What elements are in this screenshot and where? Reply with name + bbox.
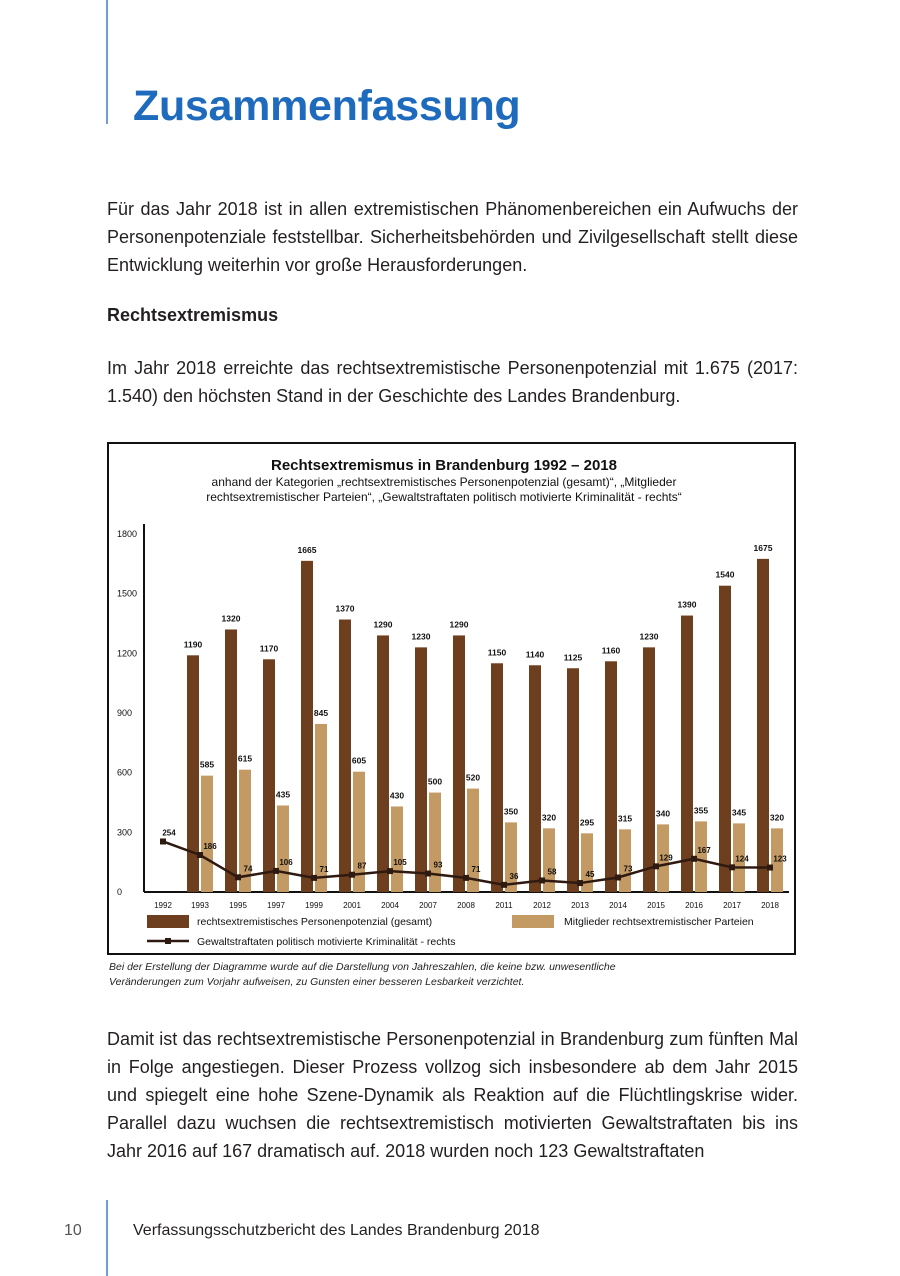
bar-total bbox=[757, 559, 769, 892]
bar-members-label: 350 bbox=[503, 806, 519, 817]
bar-members bbox=[277, 805, 289, 892]
bar-total-label: 1230 bbox=[411, 631, 431, 642]
bar-total bbox=[453, 635, 465, 892]
x-tick-label: 2013 bbox=[571, 901, 589, 910]
bar-total-label: 1290 bbox=[373, 619, 393, 630]
line-point bbox=[577, 880, 583, 886]
line-point bbox=[729, 864, 735, 870]
x-tick-label: 2012 bbox=[533, 901, 551, 910]
line-point-label: 45 bbox=[585, 870, 595, 880]
bar-total-label: 1140 bbox=[525, 649, 545, 660]
x-tick-label: 1999 bbox=[305, 901, 323, 910]
line-point bbox=[311, 875, 317, 881]
bar-total bbox=[263, 659, 275, 892]
intro-paragraph: Für das Jahr 2018 ist in allen extremistischen Phänomenbereichen ein Aufwuchs der Personenpotenziale feststellbar. Sicherheitsbehörden und Zivilgesellschaft stellt diese Entwicklung weiterhin vor große Herausforderungen. bbox=[107, 199, 798, 275]
legend-label-members: Mitglieder rechtsextremistischer Parteien bbox=[564, 916, 754, 928]
bar-total-label: 1290 bbox=[449, 619, 469, 630]
y-tick-label: 1200 bbox=[117, 648, 138, 659]
chart-footnote-line-2: Veränderungen zum Vorjahr aufweisen, zu Gunsten einer besseren Lesbarkeit verzichtet. bbox=[109, 976, 525, 988]
legend-swatch-members bbox=[512, 915, 554, 928]
line-point bbox=[615, 874, 621, 880]
line-point bbox=[425, 871, 431, 877]
bar-members-label: 615 bbox=[237, 753, 253, 764]
bar-total bbox=[301, 561, 313, 892]
bar-members-label: 355 bbox=[693, 805, 709, 816]
x-tick-label: 2007 bbox=[419, 901, 437, 910]
bar-total-label: 1320 bbox=[221, 613, 241, 624]
y-tick-label: 600 bbox=[117, 767, 133, 778]
bar-members-label: 435 bbox=[275, 789, 291, 800]
line-point-label: 58 bbox=[547, 867, 557, 877]
page-accent-line-bottom bbox=[106, 1200, 108, 1276]
line-point bbox=[501, 882, 507, 888]
bar-members bbox=[201, 776, 213, 892]
closing-paragraph: Damit ist das rechtsextremistische Personenpotenzial in Brandenburg zum fünften Mal in Folge angestiegen. Dieser Prozess vollzog sich insbesondere ab dem Jahr 2015 und spiegelt eine hohe Szene-Dynamik als Reaktion auf die Flüchtlingskrise wider. Parallel dazu wuchsen die rechtsextremistisch motivierten Gewaltstraftaten bis ins Jahr 2016 auf 167 dramatisch auf. 2018 wurden noch 123 Gewaltstraftaten bbox=[107, 1029, 798, 1161]
y-tick-label: 1800 bbox=[117, 529, 138, 539]
x-tick-label: 2017 bbox=[723, 901, 741, 910]
page-number: 10 bbox=[64, 1222, 82, 1239]
bar-total bbox=[339, 620, 351, 892]
line-point-label: 129 bbox=[659, 853, 673, 863]
x-tick-label: 1992 bbox=[154, 901, 172, 910]
line-point-label: 36 bbox=[509, 871, 519, 881]
x-tick-label: 2015 bbox=[647, 901, 665, 910]
chart-footnote bbox=[109, 960, 749, 990]
line-point bbox=[197, 852, 203, 858]
chart-title: Rechtsextremismus in Brandenburg 1992 – 2018 bbox=[271, 457, 617, 474]
legend-line-marker bbox=[165, 938, 171, 944]
bar-total-label: 1125 bbox=[563, 652, 583, 663]
y-tick-label: 1500 bbox=[117, 588, 138, 599]
x-tick-label: 2014 bbox=[609, 901, 627, 910]
bar-total-label: 1170 bbox=[259, 643, 279, 654]
bar-total bbox=[719, 586, 731, 892]
x-tick-label: 2011 bbox=[495, 901, 513, 910]
bar-members-label: 500 bbox=[427, 776, 443, 787]
bar-members-label: 845 bbox=[313, 707, 329, 718]
line-point bbox=[653, 863, 659, 869]
line-point bbox=[767, 865, 773, 871]
legend-label-total: rechtsextremistisches Personenpotenzial (gesamt) bbox=[197, 916, 433, 928]
chart-frame bbox=[107, 442, 796, 955]
bar-members bbox=[619, 829, 631, 892]
x-tick-label: 2016 bbox=[685, 901, 703, 910]
x-tick-label: 2004 bbox=[381, 901, 399, 910]
bar-total bbox=[415, 647, 427, 892]
bar-total bbox=[225, 629, 237, 892]
line-point-label: 124 bbox=[735, 854, 749, 864]
line-point-label: 73 bbox=[623, 864, 633, 874]
y-tick-label: 0 bbox=[117, 887, 123, 897]
bar-total bbox=[529, 665, 541, 892]
bar-total bbox=[491, 663, 503, 892]
bar-total-label: 1665 bbox=[297, 544, 317, 555]
page-title: Zusammenfassung bbox=[133, 82, 521, 130]
bar-total bbox=[567, 668, 579, 892]
line-point-label: 71 bbox=[319, 864, 329, 874]
chart-subtitle-line-1: anhand der Kategorien „rechtsextremistisches Personenpotenzial (gesamt)“, „Mitglieder bbox=[211, 475, 677, 489]
line-point-label: 74 bbox=[243, 864, 253, 874]
line-point-label: 71 bbox=[471, 864, 481, 874]
x-tick-label: 2018 bbox=[761, 901, 779, 910]
bar-members-label: 430 bbox=[389, 790, 405, 801]
line-point bbox=[463, 875, 469, 881]
bar-total bbox=[681, 616, 693, 892]
line-point bbox=[387, 868, 393, 874]
bar-total-label: 1230 bbox=[639, 631, 659, 642]
legend-swatch-total bbox=[147, 915, 189, 928]
bar-members-label: 295 bbox=[579, 817, 595, 828]
bar-members-label: 605 bbox=[351, 755, 367, 766]
line-point bbox=[539, 877, 545, 883]
line-point-label: 106 bbox=[279, 857, 293, 867]
chart-subtitle-line-2: rechtsextremistischer Parteien“, „Gewaltstraftaten politisch motivierte Kriminalität - rechts“ bbox=[206, 490, 682, 504]
y-tick-label: 300 bbox=[117, 827, 133, 838]
bar-members-label: 340 bbox=[655, 808, 671, 819]
bar-members-label: 320 bbox=[769, 812, 785, 823]
bar-members-label: 520 bbox=[465, 772, 481, 783]
bar-members-label: 345 bbox=[731, 807, 747, 818]
x-tick-label: 1995 bbox=[229, 901, 247, 910]
x-tick-label: 1997 bbox=[267, 901, 285, 910]
line-point bbox=[349, 872, 355, 878]
chart bbox=[109, 444, 794, 953]
x-tick-label: 2008 bbox=[457, 901, 475, 910]
bar-total-label: 1390 bbox=[677, 599, 697, 610]
bar-total-label: 1675 bbox=[753, 542, 773, 553]
bar-members-label: 320 bbox=[541, 812, 557, 823]
bar-total bbox=[605, 661, 617, 892]
line-point bbox=[273, 868, 279, 874]
line-point bbox=[235, 874, 241, 880]
chart-footnote-line-1: Bei der Erstellung der Diagramme wurde auf die Darstellung von Jahreszahlen, die keine bzw. unwesentliche bbox=[109, 961, 616, 973]
page-accent-line-top bbox=[106, 0, 108, 124]
bar-members bbox=[429, 793, 441, 892]
bar-members bbox=[505, 822, 517, 892]
section-heading: Rechtsextremismus bbox=[107, 305, 279, 325]
bar-total-label: 1150 bbox=[487, 647, 507, 658]
bar-members-label: 315 bbox=[617, 813, 633, 824]
line-point-label: 87 bbox=[357, 861, 367, 871]
bar-members bbox=[239, 770, 251, 892]
line-point-label: 105 bbox=[393, 858, 407, 868]
bar-members-label: 585 bbox=[199, 759, 215, 770]
line-point-label: 93 bbox=[433, 860, 443, 870]
line-point-label: 167 bbox=[697, 845, 711, 855]
bar-total bbox=[643, 647, 655, 892]
bar-members bbox=[391, 806, 403, 892]
line-point bbox=[160, 838, 166, 844]
line-point-label: 254 bbox=[162, 828, 176, 838]
x-tick-label: 1993 bbox=[191, 901, 209, 910]
bar-total-label: 1540 bbox=[715, 569, 735, 580]
line-point bbox=[691, 856, 697, 862]
bar-total bbox=[377, 635, 389, 892]
section-paragraph: Im Jahr 2018 erreichte das rechtsextremistische Personenpotenzial mit 1.675 (2017: 1.540) den höchsten Stand in der Geschichte des Landes Brandenburg. bbox=[107, 358, 798, 406]
legend-label-violent-crimes: Gewaltstraftaten politisch motivierte Kriminalität - rechts bbox=[197, 936, 456, 948]
x-tick-label: 2001 bbox=[343, 901, 361, 910]
bar-total-label: 1370 bbox=[335, 603, 355, 614]
footer-text: Verfassungsschutzbericht des Landes Brandenburg 2018 bbox=[133, 1222, 540, 1239]
line-point-label: 186 bbox=[203, 842, 217, 852]
bar-total-label: 1190 bbox=[183, 639, 203, 650]
line-point-label: 123 bbox=[773, 854, 787, 864]
y-tick-label: 900 bbox=[117, 708, 133, 718]
bar-total-label: 1160 bbox=[601, 645, 621, 656]
